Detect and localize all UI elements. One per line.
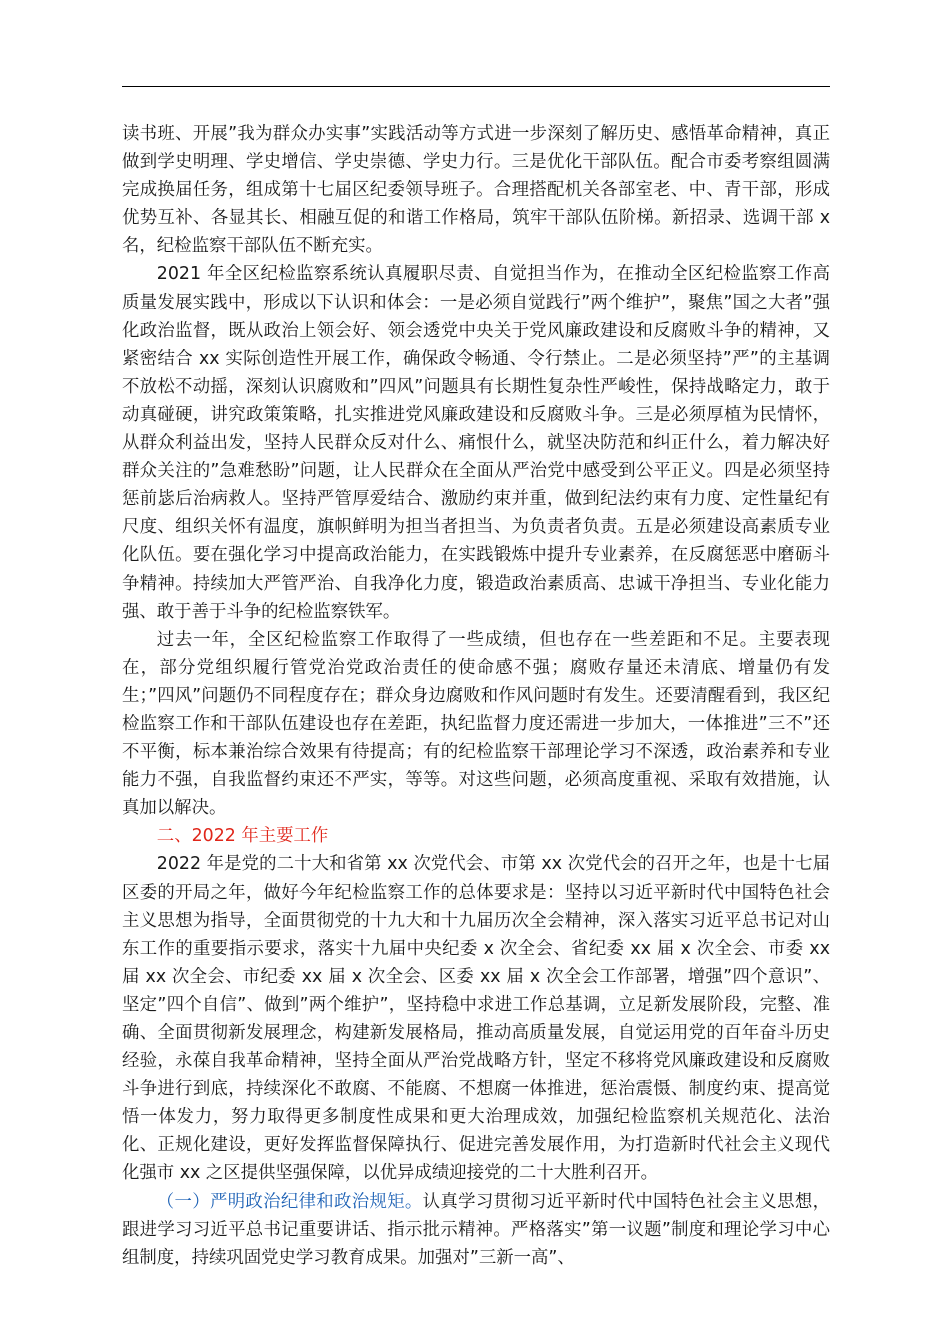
section-heading-2022-work: 二、2022 年主要工作 (156, 826, 329, 847)
paragraph-2021-experience: 2021 年全区纪检监察系统认真履职尽责、自觉担当作为，在推动全区纪检监察工作高质量发展实践中，形成以下认识和体会：一是必须自觉践行”两个维护”，聚焦”国之大者”强化政治监督，既从政治上领会好、领会透党中央关于党风廉政建设和反腐败斗争的精神，又紧密结合 xx 实际创造性开展工作，确保政令畅通、令行禁止。二是必须坚持”严”的主基调不放松不动摇，深刻认识腐败和”四风”问题具有长期性复杂性严峻性，保持战略定力，敢于动真碰硬，讲究政策策略，扎实推进党风廉政建设和反腐败斗争。三是必须厚植为民情怀，从群众利益出发，坚持人民群众反对什么、痛恨什么，就坚决防范和纠正什么，着力解决好群众关注的”急难愁盼”问题，让人民群众在全面从严治党中感受到公平正义。四是必须坚持惩前毖后治病救人。坚持严管厚爱结合、激励约束并重，做到纪法约束有力度、定性量纪有尺度、组织关怀有温度，旗帜鲜明为担当者担当、为负责者负责。五是必须建设高素质专业化队伍。要在强化学习中提高政治能力，在实践锻炼中提升专业素养，在反腐惩恶中磨砺斗争精神。持续加大严管严治、自我净化力度，锻造政治素质高、忠诚干净担当、专业化能力强、敢于善于斗争的纪检监察铁军。 (122, 264, 830, 622)
header-rule (122, 86, 830, 87)
document-body (122, 120, 830, 1272)
paragraph-2022-requirements: 2022 年是党的二十大和省第 xx 次党代会、市第 xx 次党代会的召开之年，也是十七届区委的开局之年，做好今年纪检监察工作的总体要求是：坚持以习近平新时代中国特色社会主义思想为指导，全面贯彻党的十九大和十九届历次全会精神，深入落实习近平总书记对山东工作的重要指示要求，落实十九届中央纪委 x 次全会、省纪委 xx 届 x 次全会、市委 xx 届 xx 次全会、市纪委 xx 届 x 次全会、区委 xx 届 x 次全会工作部署，增强”四个意识”、坚定”四个自信”、做到”两个维护”，坚持稳中求进工作总基调，立足新发展阶段，完整、准确、全面贯彻新发展理念，构建新发展格局，推动高质量发展，自觉运用党的百年奋斗历史经验，永葆自我革命精神，坚持全面从严治党战略方针，坚定不移将党风廉政建设和反腐败斗争进行到底，持续深化不敢腐、不能腐、不想腐一体推进，惩治震慑、制度约束、提高觉悟一体发力，努力取得更多制度性成果和更大治理成效，加强纪检监察机关规范化、法治化、正规化建设，更好发挥监督保障执行、促进完善发展作用，为打造新时代社会主义现代化强市 xx 之区提供坚强保障，以优异成绩迎接党的二十大胜利召开。 (122, 854, 830, 1184)
paragraph-shortcomings: 过去一年，全区纪检监察工作取得了一些成绩，但也存在一些差距和不足。主要表现在，部分党组织履行管党治党政治责任的使命感不强；腐败存量还未清底、增量仍有发生；”四风”问题仍不同程度存在；群众身边腐败和作风问题时有发生。还要清醒看到，我区纪检监察工作和干部队伍建设也存在差距，执纪监督力度还需进一步加大，一体推进”三不”还不平衡，标本兼治综合效果有待提高；有的纪检监察干部理论学习不深透，政治素养和专业能力不强，自我监督约束还不严实，等等。对这些问题，必须高度重视、采取有效措施，认真加以解决。 (122, 629, 830, 819)
paragraph-continuation: 读书班、开展”我为群众办实事”实践活动等方式进一步深刻了解历史、感悟革命精神，真正做到学史明理、学史增信、学史崇德、学史力行。三是优化干部队伍。配合市委考察组圆满完成换届任务，组成第十七届区纪委领导班子。合理搭配机关各部室老、中、青干部，形成优势互补、各显其长、相融互促的和谐工作格局，筑牢干部队伍阶梯。新招录、选调干部 x 名，纪检监察干部队伍不断充实。 (122, 124, 830, 257)
paragraph-political-discipline-text: 认真学习贯彻习近平新时代中国特色社会主义思想，跟进学习习近平总书记重要讲话、指示批示精神。严格落实”第一议题”制度和理论学习中心组制度，持续巩固党史学习教育成果。加强对”三新一高”、 (122, 1191, 830, 1268)
paragraph-political-discipline (122, 1188, 830, 1272)
subsection-lead-political-discipline: （一）严明政治纪律和政治规矩。 (156, 1191, 423, 1212)
